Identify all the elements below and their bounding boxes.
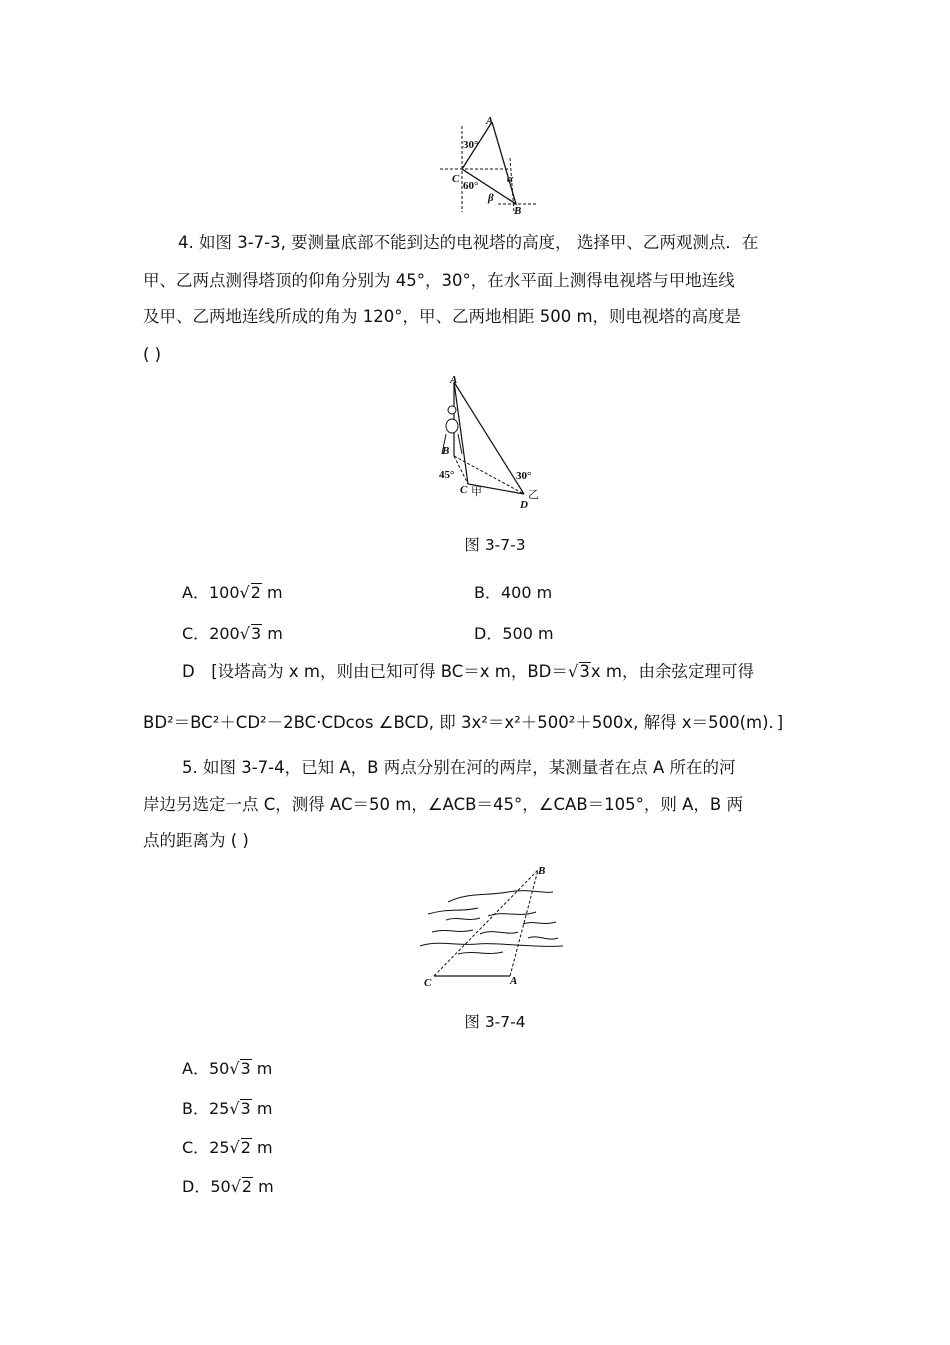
sqrt: √ 3 — [240, 1059, 251, 1078]
q4-line-3: 及甲、乙两地连线所成的角为 120°，甲、乙两地相距 500 m，则电视塔的高度是 — [143, 307, 742, 326]
angle-30: 30° — [463, 139, 479, 151]
angle-60: 60° — [463, 180, 479, 192]
label-beta: β — [488, 192, 494, 204]
q4-line-1: 4. 如图 3-7-3, 要测量底部不能到达的电视塔的高度， 选择甲、乙两观测点．在 — [178, 233, 759, 252]
sqrt: √ 3 — [251, 624, 262, 643]
label-c: C — [460, 484, 468, 496]
q4-option-b[interactable]: B．400 m — [474, 583, 553, 602]
label-b: B — [442, 445, 450, 457]
tv-tower-figure — [432, 374, 552, 514]
angle-30: 30° — [516, 470, 532, 482]
q4-option-d[interactable]: D．500 m — [474, 624, 554, 643]
sqrt: √ 2 — [241, 1138, 252, 1157]
q5-line-2: 岸边另选定一点 C，测得 AC＝50 m，∠ACB＝45°，∠CAB＝105°，则 A，B 两 — [143, 795, 743, 814]
q4-option-a[interactable]: A．100√ 2 m — [182, 580, 283, 603]
label-d: D — [520, 499, 528, 511]
q4-line-2: 甲、乙两点测得塔顶的仰角分别为 45°，30°，在水平面上测得电视塔与甲地连线 — [143, 271, 735, 290]
triangle-figure-top — [438, 112, 548, 216]
figure-caption-3-7-4: 图 3-7-4 — [464, 1013, 526, 1031]
angle-45: 45° — [439, 469, 455, 481]
q5-option-d[interactable]: D．50√ 2 m — [182, 1174, 274, 1197]
label-a: A — [510, 975, 518, 987]
label-a: A — [486, 115, 494, 127]
q5-line-1: 5. 如图 3-7-4，已知 A，B 两点分别在河的两岸，某测量者在点 A 所在的河 — [182, 758, 736, 777]
label-c: C — [452, 173, 460, 185]
label-jia: 甲 — [471, 486, 482, 498]
label-b: B — [538, 865, 546, 877]
q5-line-3: 点的距离为 ( ) — [143, 831, 249, 850]
sqrt: √ 2 — [251, 583, 262, 602]
label-c: C — [424, 977, 432, 989]
q5-option-a[interactable]: A．50√ 3 m — [182, 1056, 272, 1079]
figure-caption-3-7-3: 图 3-7-3 — [464, 536, 526, 554]
sqrt: √ 3 — [240, 1099, 251, 1118]
sqrt: √ 2 — [242, 1177, 253, 1196]
q4-answer-line-2: BD²＝BC²＋CD²－2BC·CDcos ∠BCD, 即 3x²＝x²＋500²＋500x, 解得 x＝500(m)．] — [143, 713, 784, 732]
label-yi: 乙 — [528, 489, 539, 501]
q4-line-4: ( ) — [143, 345, 162, 364]
river-figure — [418, 862, 568, 992]
label-b: B — [514, 205, 522, 217]
label-alpha: α — [507, 173, 514, 185]
q4-option-c[interactable]: C．200√ 3 m — [182, 621, 283, 644]
q4-answer-line-1: D [设塔高为 x m，则由已知可得 BC＝x m，BD＝√ 3x m，由余弦定理可得 — [182, 661, 754, 683]
label-a: A — [450, 374, 458, 386]
q5-option-b[interactable]: B．25√ 3 m — [182, 1096, 272, 1119]
sqrt: √ 3 — [579, 662, 591, 681]
q5-option-c[interactable]: C．25√ 2 m — [182, 1135, 273, 1158]
